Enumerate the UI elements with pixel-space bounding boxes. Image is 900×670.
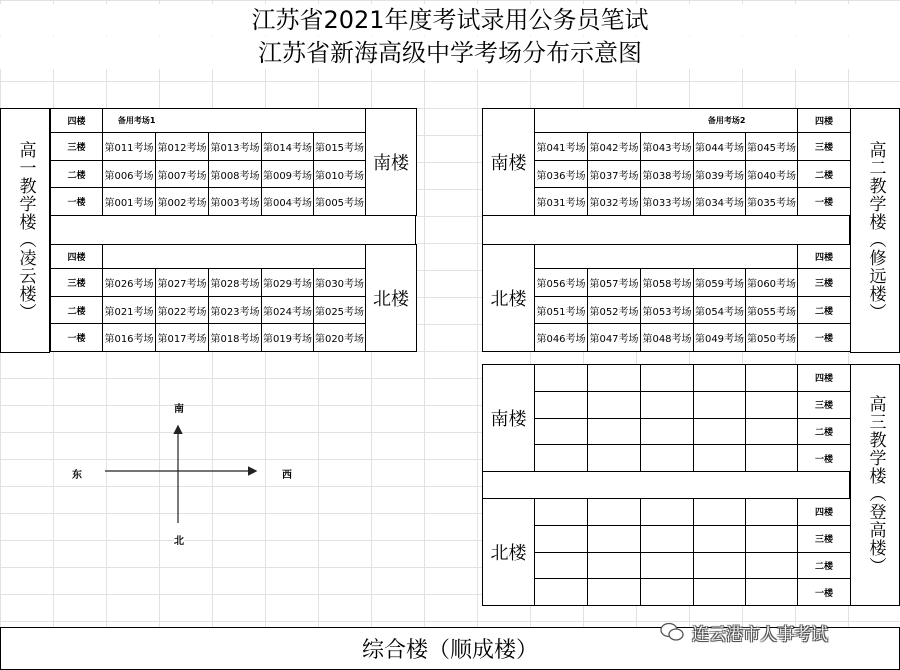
- exam-room: 第020考场: [314, 324, 366, 352]
- exam-room: 第027考场: [156, 269, 209, 297]
- wing-north: 北楼: [366, 245, 417, 352]
- exam-room: 第003考场: [209, 188, 262, 216]
- exam-room: 第002考场: [156, 188, 209, 216]
- building-g3-label: [850, 364, 900, 606]
- exam-room: 第047考场: [588, 324, 641, 352]
- reserve-room-1: 备用考场1: [103, 109, 156, 133]
- exam-room: 第041考场: [535, 133, 588, 161]
- exam-room: 第016考场: [103, 324, 156, 352]
- exam-room: 第042考场: [588, 133, 641, 161]
- exam-room: 第053考场: [641, 296, 694, 324]
- exam-room: 第022考场: [156, 296, 209, 324]
- reserve-room-2: 备用考场2: [694, 109, 746, 133]
- exam-room: 第057考场: [588, 269, 641, 297]
- floor-label: 一楼: [798, 324, 851, 352]
- floor-label: 三楼: [51, 269, 103, 297]
- exam-room: 第024考场: [262, 296, 314, 324]
- exam-room: 第030考场: [314, 269, 366, 297]
- building-g3-text: 高三教学楼（登高楼）: [865, 395, 886, 575]
- exam-room: 第018考场: [209, 324, 262, 352]
- wing-north: 北楼: [483, 245, 535, 352]
- g3-south-table: [482, 364, 851, 472]
- exam-room: 第052考场: [588, 296, 641, 324]
- exam-room: 第006考场: [103, 160, 156, 188]
- exam-room: 第046考场: [535, 324, 588, 352]
- exam-room: 第023考场: [209, 296, 262, 324]
- floor-label: 一楼: [798, 579, 851, 606]
- wing-north: 北楼: [483, 499, 535, 606]
- g1-corridor: [50, 216, 416, 244]
- floor-label: 二楼: [798, 296, 851, 324]
- floor-label: 二楼: [798, 418, 851, 445]
- g2-north-table: [482, 244, 851, 352]
- floor-label: 二楼: [51, 160, 103, 188]
- g2-south-table: [482, 108, 851, 216]
- compass-north-label: 北: [174, 532, 184, 547]
- wechat-icon: [660, 622, 684, 642]
- exam-room: 第048考场: [641, 324, 694, 352]
- exam-room: 第007考场: [156, 160, 209, 188]
- floor-label: 四楼: [51, 109, 103, 133]
- floor-label: 三楼: [798, 133, 851, 161]
- exam-room: 第011考场: [103, 133, 156, 161]
- exam-room: 第058考场: [641, 269, 694, 297]
- watermark: [660, 618, 828, 646]
- exam-room: 第036考场: [535, 160, 588, 188]
- exam-room: 第013考场: [209, 133, 262, 161]
- floor-label: 一楼: [798, 445, 851, 472]
- exam-room: 第008考场: [209, 160, 262, 188]
- compass-arrows: [95, 415, 275, 530]
- exam-room: 第004考场: [262, 188, 314, 216]
- building-comprehensive-text: 综合楼（顺成楼）: [361, 638, 538, 663]
- building-g1-text: 高一教学楼（凌云楼）: [15, 140, 36, 321]
- exam-room: 第031考场: [535, 188, 588, 216]
- g3-north-table: [482, 498, 851, 606]
- g3-corridor: [482, 472, 850, 498]
- title-line-2: 江苏省新海高级中学考场分布示意图: [0, 37, 900, 69]
- exam-room: 第035考场: [746, 188, 798, 216]
- floor-label: 三楼: [798, 269, 851, 297]
- g1-south-table: [50, 108, 417, 216]
- exam-room: 第037考场: [588, 160, 641, 188]
- g2-corridor: [482, 216, 850, 244]
- floor-label: 一楼: [798, 188, 851, 216]
- exam-room: 第028考场: [209, 269, 262, 297]
- watermark-text: 连云港市人事考试: [692, 624, 828, 645]
- exam-room: 第012考场: [156, 133, 209, 161]
- title-line-1: 江苏省2021年度考试录用公务员笔试: [0, 4, 900, 36]
- exam-room: 第059考场: [694, 269, 746, 297]
- floor-label: 四楼: [51, 245, 103, 269]
- wing-south: 南楼: [366, 109, 417, 216]
- exam-room: 第026考场: [103, 269, 156, 297]
- exam-room: 第051考场: [535, 296, 588, 324]
- building-g2-label: [850, 108, 900, 353]
- exam-room: 第001考场: [103, 188, 156, 216]
- floor-label: 三楼: [798, 525, 851, 552]
- floor-label: 四楼: [798, 365, 851, 392]
- floor-label: 二楼: [51, 296, 103, 324]
- exam-room: 第050考场: [746, 324, 798, 352]
- exam-room: 第033考场: [641, 188, 694, 216]
- exam-room: 第045考场: [746, 133, 798, 161]
- exam-room: 第044考场: [694, 133, 746, 161]
- floor-label: 二楼: [798, 160, 851, 188]
- exam-room: 第014考场: [262, 133, 314, 161]
- wing-south: 南楼: [483, 365, 535, 472]
- exam-room: 第029考场: [262, 269, 314, 297]
- exam-room: 第005考场: [314, 188, 366, 216]
- floor-label: 一楼: [51, 188, 103, 216]
- wing-south: 南楼: [483, 109, 535, 216]
- building-g2-text: 高二教学楼（修远楼）: [865, 140, 886, 321]
- floor-label: 四楼: [798, 245, 851, 269]
- floor-label: 四楼: [798, 109, 851, 133]
- compass-west-label: 西: [282, 466, 292, 481]
- exam-room: 第015考场: [314, 133, 366, 161]
- floor-label: 二楼: [798, 552, 851, 579]
- exam-room: 第019考场: [262, 324, 314, 352]
- exam-room: 第055考场: [746, 296, 798, 324]
- floor-label: 四楼: [798, 499, 851, 526]
- compass-east-label: 东: [72, 466, 82, 481]
- exam-room: 第021考场: [103, 296, 156, 324]
- exam-room: 第054考场: [694, 296, 746, 324]
- g1-north-table: [50, 244, 417, 352]
- exam-room: 第056考场: [535, 269, 588, 297]
- exam-room: 第034考场: [694, 188, 746, 216]
- building-g1-label: [0, 108, 50, 353]
- exam-room: 第025考场: [314, 296, 366, 324]
- exam-room: 第040考场: [746, 160, 798, 188]
- exam-room: 第038考场: [641, 160, 694, 188]
- exam-room: 第039考场: [694, 160, 746, 188]
- exam-room: 第043考场: [641, 133, 694, 161]
- floor-label: 三楼: [51, 133, 103, 161]
- exam-room: 第017考场: [156, 324, 209, 352]
- compass-south-label: 南: [174, 400, 184, 415]
- exam-room: 第049考场: [694, 324, 746, 352]
- exam-room: 第060考场: [746, 269, 798, 297]
- floor-label: 三楼: [798, 391, 851, 418]
- exam-room: 第009考场: [262, 160, 314, 188]
- floor-label: 一楼: [51, 324, 103, 352]
- exam-room: 第032考场: [588, 188, 641, 216]
- exam-room: 第010考场: [314, 160, 366, 188]
